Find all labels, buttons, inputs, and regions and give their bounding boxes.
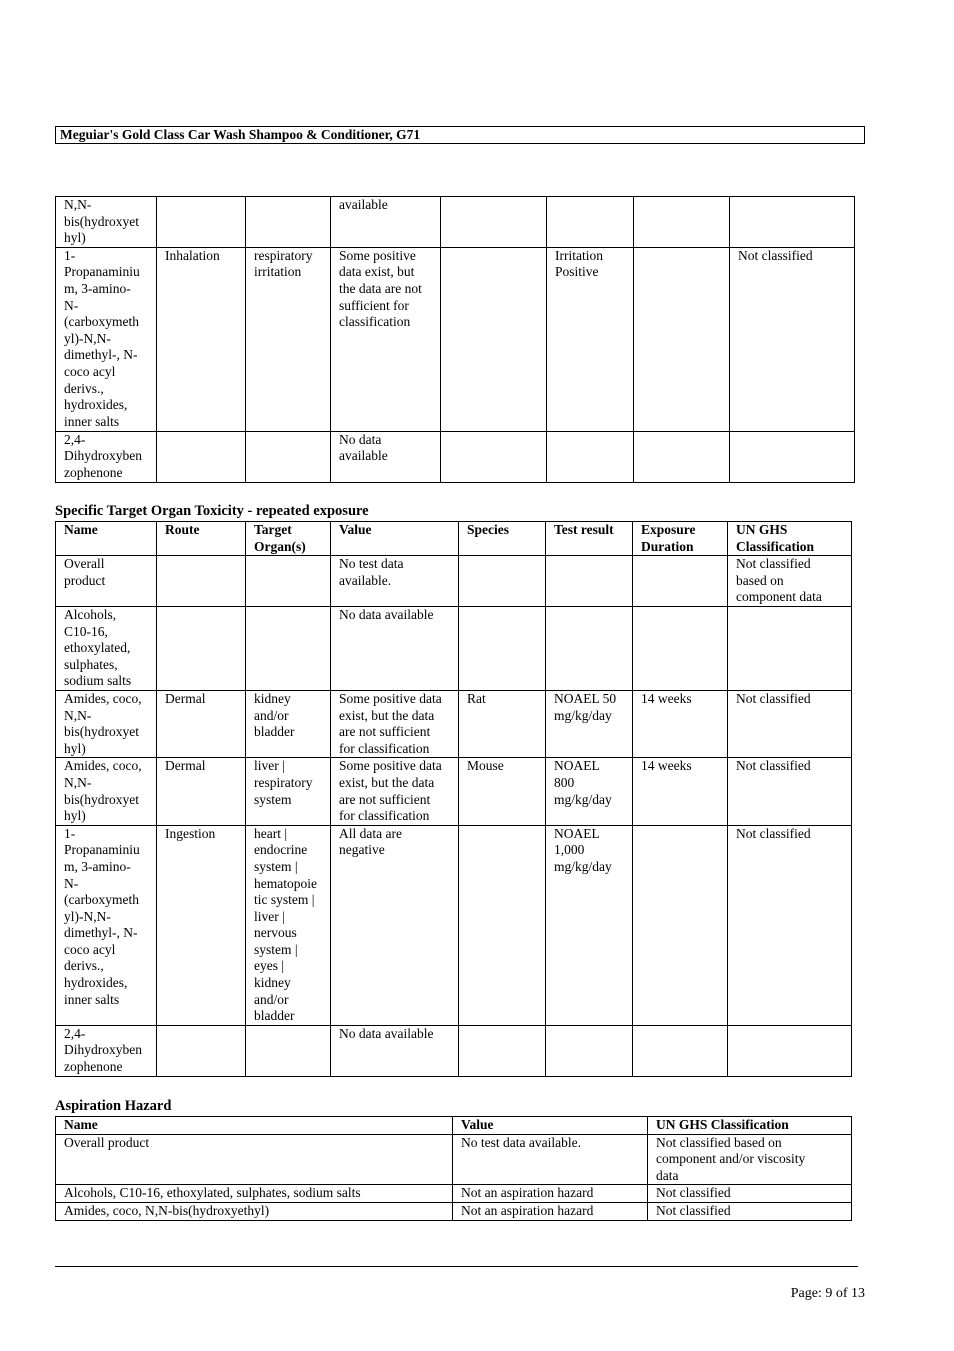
- table-row: [56, 1202, 852, 1220]
- column-header: Target Organ(s): [246, 522, 331, 556]
- table-cell: Alcohols, C10-16, ethoxylated, sulphates, sodium salts: [56, 1185, 453, 1203]
- table-row: [56, 825, 852, 1025]
- table-cell: Not classified: [728, 758, 852, 825]
- table-cell: Not classified based on component and/or viscosity data: [648, 1134, 852, 1185]
- table-cell: [246, 556, 331, 607]
- table-cell: [634, 431, 730, 482]
- table-cell: No test data available.: [331, 556, 459, 607]
- table-cell: [246, 431, 331, 482]
- table-cell: All data are negative: [331, 825, 459, 1025]
- table-row: [56, 690, 852, 757]
- table-cell: [730, 431, 855, 482]
- table-row: [56, 556, 852, 607]
- repeated-exposure-title: Specific Target Organ Toxicity - repeated exposure: [55, 503, 369, 519]
- column-header: Value: [331, 522, 459, 556]
- table-row: [56, 606, 852, 690]
- table-cell: 1- Propanaminiu m, 3-amino- N- (carboxymeth yl)-N,N- dimethyl-, N- coco acyl derivs., hydroxides, inner salts: [56, 247, 157, 431]
- column-header: Name: [56, 1117, 453, 1135]
- table-cell: Not classified based on component data: [728, 556, 852, 607]
- table-row: [56, 1134, 852, 1185]
- table-cell: Overall product: [56, 1134, 453, 1185]
- table-cell: [157, 197, 246, 248]
- table-cell: Not an aspiration hazard: [453, 1185, 648, 1203]
- page-number: Page: 9 of 13: [790, 1286, 865, 1301]
- table-cell: [157, 431, 246, 482]
- table-cell: 14 weeks: [633, 690, 728, 757]
- table-header-row: [56, 522, 852, 556]
- table-cell: No data available: [331, 431, 441, 482]
- table-cell: [547, 197, 634, 248]
- table-cell: Rat: [459, 690, 546, 757]
- table-cell: [546, 556, 633, 607]
- table-cell: 1- Propanaminiu m, 3-amino- N- (carboxymeth yl)-N,N- dimethyl-, N- coco acyl derivs., hydroxides, inner salts: [56, 825, 157, 1025]
- table-cell: [157, 1025, 246, 1076]
- table-cell: Not classified: [730, 247, 855, 431]
- table-cell: [246, 197, 331, 248]
- table-cell: Dermal: [157, 758, 246, 825]
- table-cell: [157, 606, 246, 690]
- table-cell: [634, 197, 730, 248]
- table-cell: [157, 556, 246, 607]
- table-cell: Alcohols, C10-16, ethoxylated, sulphates, sodium salts: [56, 606, 157, 690]
- table-cell: Some positive data exist, but the data are not sufficient for classification: [331, 247, 441, 431]
- table-cell: [730, 197, 855, 248]
- table-cell: [459, 606, 546, 690]
- table-cell: Overall product: [56, 556, 157, 607]
- table-cell: Amides, coco, N,N- bis(hydroxyet hyl): [56, 690, 157, 757]
- table-cell: Not an aspiration hazard: [453, 1202, 648, 1220]
- table-cell: NOAEL 800 mg/kg/day: [546, 758, 633, 825]
- column-header: UN GHS Classification: [728, 522, 852, 556]
- table-cell: [728, 1025, 852, 1076]
- table-cell: [546, 1025, 633, 1076]
- column-header: Species: [459, 522, 546, 556]
- table-row: [56, 247, 855, 431]
- table-cell: [441, 247, 547, 431]
- table-header-row: [56, 1117, 852, 1135]
- table-row: [56, 1025, 852, 1076]
- document-header-title: Meguiar's Gold Class Car Wash Shampoo & Conditioner, G71: [55, 126, 865, 144]
- table-cell: [633, 606, 728, 690]
- column-header: Name: [56, 522, 157, 556]
- table-cell: Mouse: [459, 758, 546, 825]
- table-cell: [459, 825, 546, 1025]
- column-header: Test result: [546, 522, 633, 556]
- table-cell: Some positive data exist, but the data are not sufficient for classification: [331, 758, 459, 825]
- aspiration-hazard-table: [55, 1116, 852, 1221]
- column-header: UN GHS Classification: [648, 1117, 852, 1135]
- table-cell: 2,4- Dihydroxyben zophenone: [56, 1025, 157, 1076]
- table-cell: Some positive data exist, but the data are not sufficient for classification: [331, 690, 459, 757]
- table-cell: Ingestion: [157, 825, 246, 1025]
- table-cell: respiratory irritation: [246, 247, 331, 431]
- table-cell: [441, 197, 547, 248]
- table-cell: [246, 1025, 331, 1076]
- table-cell: [441, 431, 547, 482]
- table-cell: heart | endocrine system | hematopoie tic system | liver | nervous system | eyes | kidney and/or bladder: [246, 825, 331, 1025]
- column-header: Route: [157, 522, 246, 556]
- table-cell: Not classified: [728, 690, 852, 757]
- single-exposure-table: [55, 196, 855, 483]
- column-header: Value: [453, 1117, 648, 1135]
- table-cell: Amides, coco, N,N- bis(hydroxyet hyl): [56, 758, 157, 825]
- column-header: Exposure Duration: [633, 522, 728, 556]
- table-cell: [633, 556, 728, 607]
- table-row: [56, 431, 855, 482]
- table-cell: [547, 431, 634, 482]
- table-cell: 14 weeks: [633, 758, 728, 825]
- table-cell: kidney and/or bladder: [246, 690, 331, 757]
- table-cell: Amides, coco, N,N-bis(hydroxyethyl): [56, 1202, 453, 1220]
- table-cell: [459, 556, 546, 607]
- table-cell: Not classified: [728, 825, 852, 1025]
- table-cell: No data available: [331, 1025, 459, 1076]
- aspiration-hazard-title: Aspiration Hazard: [55, 1098, 172, 1114]
- table-cell: [633, 1025, 728, 1076]
- table-cell: NOAEL 1,000 mg/kg/day: [546, 825, 633, 1025]
- table-cell: NOAEL 50 mg/kg/day: [546, 690, 633, 757]
- table-cell: [728, 606, 852, 690]
- table-cell: [246, 606, 331, 690]
- table-cell: [634, 247, 730, 431]
- table-cell: Not classified: [648, 1202, 852, 1220]
- table-cell: Dermal: [157, 690, 246, 757]
- footer-divider: [55, 1266, 858, 1267]
- table-cell: Inhalation: [157, 247, 246, 431]
- table-cell: No test data available.: [453, 1134, 648, 1185]
- repeated-exposure-table: [55, 521, 852, 1077]
- table-cell: [633, 825, 728, 1025]
- table-cell: [546, 606, 633, 690]
- table-cell: liver | respiratory system: [246, 758, 331, 825]
- table-cell: N,N- bis(hydroxyet hyl): [56, 197, 157, 248]
- table-cell: No data available: [331, 606, 459, 690]
- table-row: [56, 197, 855, 248]
- table-cell: available: [331, 197, 441, 248]
- table-row: [56, 1185, 852, 1203]
- table-cell: Not classified: [648, 1185, 852, 1203]
- table-cell: Irritation Positive: [547, 247, 634, 431]
- table-row: [56, 758, 852, 825]
- table-cell: 2,4- Dihydroxyben zophenone: [56, 431, 157, 482]
- table-cell: [459, 1025, 546, 1076]
